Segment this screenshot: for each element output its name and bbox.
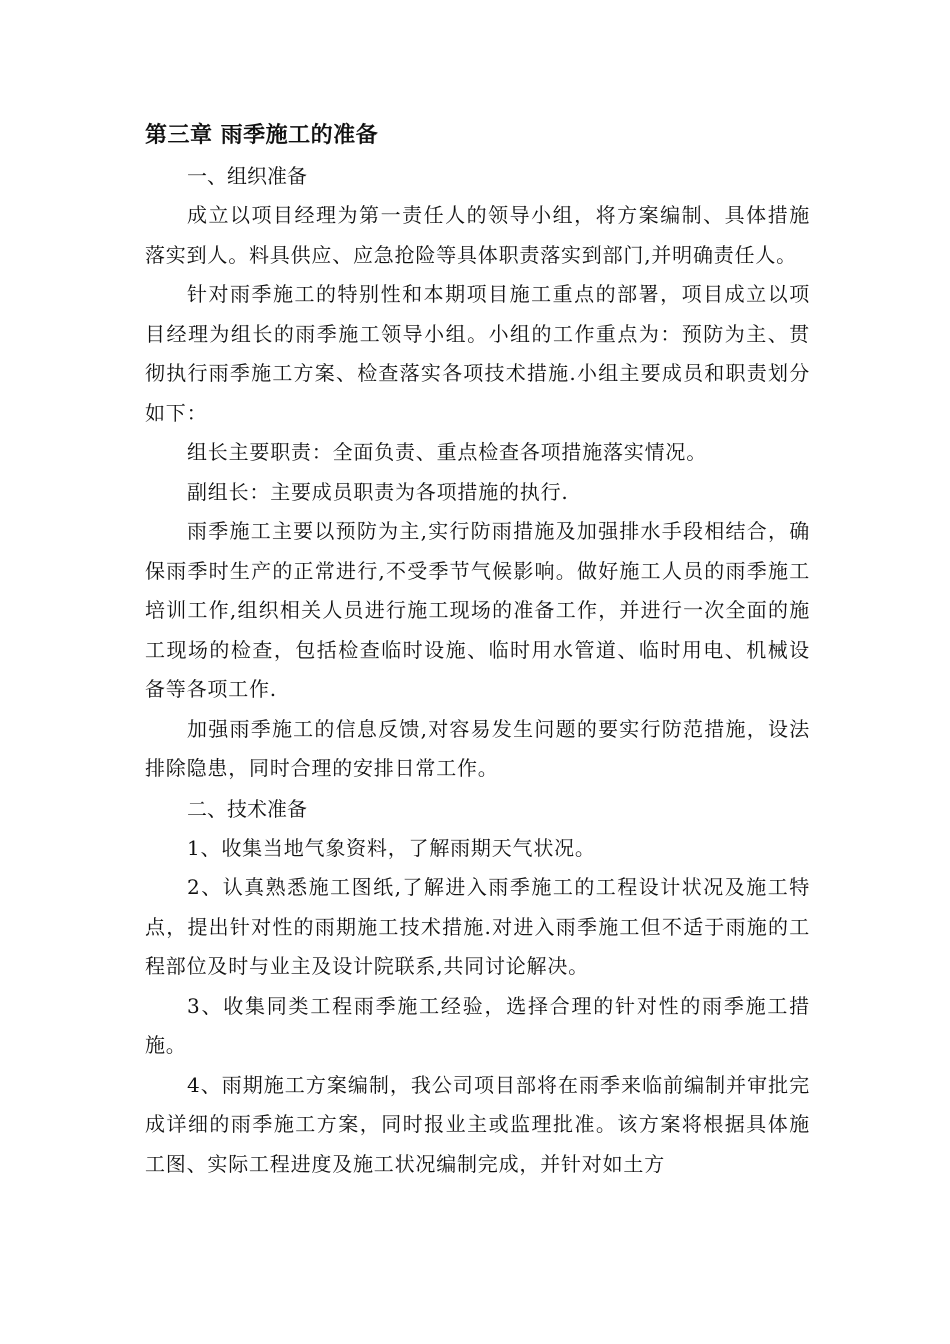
paragraph: 1、收集当地气象资料，了解雨期天气状况。 xyxy=(187,835,596,860)
paragraph: 2、认真熟悉施工图纸,了解进入雨季施工的工程设计状况及施工特点，提出针对性的雨期施工技术措施.对进入雨季施工但不适于雨施的工程部位及时与业主及设计院联系,共同讨论解决。 xyxy=(145,875,810,978)
paragraph: 3、收集同类工程雨季施工经验，选择合理的针对性的雨季施工措施。 xyxy=(145,993,810,1057)
chapter-title: 第三章 雨季施工的准备 xyxy=(145,123,379,148)
section-heading: 一、组织准备 xyxy=(187,164,307,188)
section-organization xyxy=(145,156,810,789)
section-heading: 二、技术准备 xyxy=(187,796,307,821)
paragraph: 雨季施工主要以预防为主,实行防雨措施及加强排水手段相结合，确保雨季时生产的正常进行,不受季节气候影响。做好施工人员的雨季施工培训工作,组织相关人员进行施工现场的准备工作，并进行一次全面的施工现场的检查，包括检查临时设施、临时用水管道、临时用电、机械设备等各项工作. xyxy=(145,519,810,701)
section-technical xyxy=(145,789,810,1185)
paragraph: 针对雨季施工的特别性和本期项目施工重点的部署，项目成立以项目经理为组长的雨季施工领导小组。小组的工作重点为：预防为主、贯彻执行雨季施工方案、检查落实各项技术措施.小组主要成员和职责划分如下： xyxy=(145,282,810,425)
paragraph: 成立以项目经理为第一责任人的领导小组，将方案编制、具体措施落实到人。料具供应、应急抢险等具体职责落实到部门,并明确责任人。 xyxy=(145,203,810,267)
paragraph: 副组长：主要成员职责为各项措施的执行. xyxy=(187,479,569,504)
paragraph: 4、雨期施工方案编制，我公司项目部将在雨季来临前编制并审批完成详细的雨季施工方案，同时报业主或监理批准。该方案将根据具体施工图、实际工程进度及施工状况编制完成，并针对如土方 xyxy=(145,1072,810,1176)
paragraph: 组长主要职责：全面负责、重点检查各项措施落实情况。 xyxy=(187,440,707,464)
paragraph: 加强雨季施工的信息反馈,对容易发生问题的要实行防范措施，设法排除隐患，同时合理的安排日常工作。 xyxy=(145,716,810,780)
document-body xyxy=(145,116,810,1184)
